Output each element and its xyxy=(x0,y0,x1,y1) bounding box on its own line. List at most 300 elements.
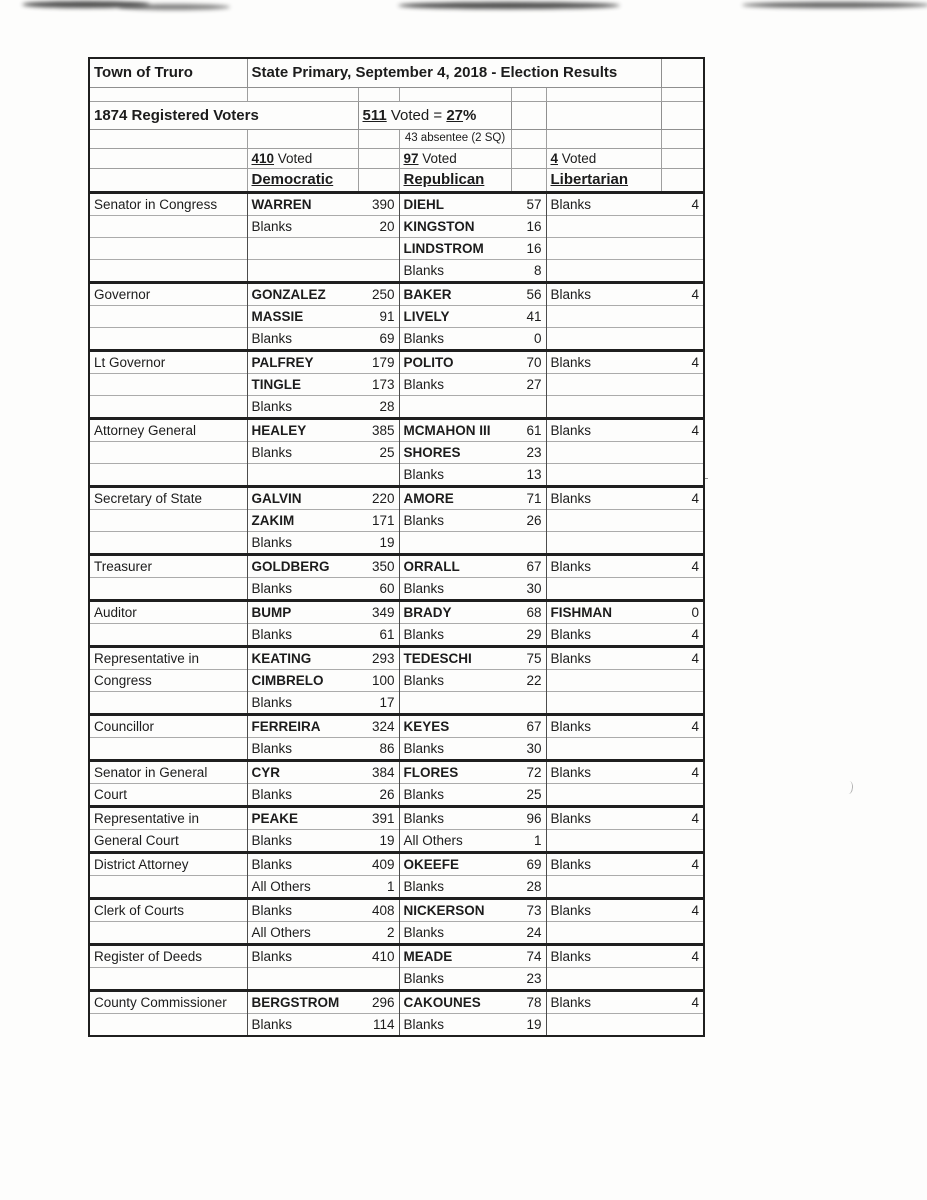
office-cell: Attorney General xyxy=(89,419,247,442)
candidate-name: FERREIRA xyxy=(251,718,321,734)
republican-result-cell xyxy=(399,238,546,260)
office-cell xyxy=(89,396,247,419)
vote-count: 220 xyxy=(371,490,395,506)
republican-result-cell xyxy=(399,306,546,328)
vote-count: 61 xyxy=(379,626,395,642)
percent-sign: % xyxy=(463,106,477,124)
candidate-name: Blanks xyxy=(251,948,293,964)
candidate-name: Blanks xyxy=(550,286,592,302)
party-libertarian: Libertarian xyxy=(546,169,661,193)
vote-count: 22 xyxy=(526,672,542,688)
candidate-name: Blanks xyxy=(550,994,592,1010)
republican-result-cell xyxy=(399,193,546,216)
voted-count: 511 xyxy=(362,106,387,124)
democratic-result-cell xyxy=(247,715,399,738)
town-name: Town of Truro xyxy=(89,58,247,88)
vote-count: 13 xyxy=(526,466,542,482)
republican-result-cell xyxy=(399,922,546,945)
democratic-result-cell xyxy=(247,555,399,578)
vote-count: 19 xyxy=(379,832,395,848)
candidate-name: AMORE xyxy=(403,490,454,506)
result-row xyxy=(89,738,704,761)
result-row xyxy=(89,396,704,419)
candidate-name: NICKERSON xyxy=(403,902,485,918)
office-cell: County Commissioner xyxy=(89,991,247,1014)
office-cell xyxy=(89,464,247,487)
candidate-name: Blanks xyxy=(251,832,293,848)
vote-count: 410 xyxy=(371,948,395,964)
vote-count: 86 xyxy=(379,740,395,756)
candidate-name: GOLDBERG xyxy=(251,558,330,574)
vote-count: 4 xyxy=(691,196,700,212)
candidate-name: Blanks xyxy=(550,422,592,438)
vote-count: 96 xyxy=(526,810,542,826)
candidate-name: Blanks xyxy=(403,878,445,894)
result-row xyxy=(89,216,704,238)
candidate-name: Blanks xyxy=(403,626,445,642)
libertarian-result-cell xyxy=(546,555,704,578)
result-row xyxy=(89,784,704,807)
vote-count: 4 xyxy=(691,422,700,438)
result-row xyxy=(89,1014,704,1037)
republican-result-cell xyxy=(399,374,546,396)
republican-result-cell xyxy=(399,487,546,510)
vote-count: 78 xyxy=(526,994,542,1010)
document-title: State Primary, September 4, 2018 - Election Results xyxy=(247,58,661,88)
vote-count: 67 xyxy=(526,718,542,734)
office-cell: Representative in xyxy=(89,647,247,670)
republican-result-cell xyxy=(399,260,546,283)
vote-count: 4 xyxy=(691,354,700,370)
candidate-name: LINDSTROM xyxy=(403,240,484,256)
office-cell xyxy=(89,442,247,464)
vote-count: 73 xyxy=(526,902,542,918)
vote-count: 173 xyxy=(371,376,395,392)
result-row xyxy=(89,578,704,601)
candidate-name: KINGSTON xyxy=(403,218,475,234)
republican-result-cell xyxy=(399,968,546,991)
result-row xyxy=(89,601,704,624)
vote-count: 20 xyxy=(379,218,395,234)
vote-count: 69 xyxy=(526,856,542,872)
candidate-name: HEALEY xyxy=(251,422,307,438)
vote-count: 61 xyxy=(526,422,542,438)
democratic-result-cell xyxy=(247,351,399,374)
office-cell: Auditor xyxy=(89,601,247,624)
vote-count: 324 xyxy=(371,718,395,734)
democratic-result-cell xyxy=(247,876,399,899)
vote-count: 4 xyxy=(691,558,700,574)
dem-voted: 410 Voted xyxy=(247,149,358,169)
office-cell xyxy=(89,328,247,351)
office-cell: Congress xyxy=(89,670,247,692)
office-cell: Register of Deeds xyxy=(89,945,247,968)
vote-count: 41 xyxy=(526,308,542,324)
republican-result-cell xyxy=(399,351,546,374)
candidate-name: Blanks xyxy=(403,970,445,986)
libertarian-result-cell xyxy=(546,647,704,670)
result-row xyxy=(89,351,704,374)
libertarian-result-cell xyxy=(546,532,704,555)
candidate-name: All Others xyxy=(251,924,311,940)
candidate-name: Blanks xyxy=(403,512,445,528)
candidate-name: MCMAHON III xyxy=(403,422,491,438)
scan-smudge xyxy=(118,4,230,10)
office-cell xyxy=(89,876,247,899)
libertarian-result-cell xyxy=(546,396,704,419)
democratic-result-cell xyxy=(247,601,399,624)
republican-result-cell xyxy=(399,991,546,1014)
vote-count: 28 xyxy=(379,398,395,414)
result-row xyxy=(89,532,704,555)
candidate-name: Blanks xyxy=(251,856,293,872)
democratic-result-cell xyxy=(247,761,399,784)
vote-count: 26 xyxy=(526,512,542,528)
candidate-name: Blanks xyxy=(251,626,293,642)
candidate-name: All Others xyxy=(251,878,311,894)
libertarian-result-cell xyxy=(546,193,704,216)
libertarian-result-cell xyxy=(546,899,704,922)
result-row xyxy=(89,464,704,487)
candidate-name: POLITO xyxy=(403,354,454,370)
democratic-result-cell xyxy=(247,464,399,487)
candidate-name: TEDESCHI xyxy=(403,650,472,666)
candidate-name: GONZALEZ xyxy=(251,286,326,302)
candidate-name: GALVIN xyxy=(251,490,302,506)
democratic-result-cell xyxy=(247,670,399,692)
republican-result-cell xyxy=(399,283,546,306)
libertarian-result-cell xyxy=(546,578,704,601)
candidate-name: Blanks xyxy=(251,1016,293,1032)
democratic-result-cell xyxy=(247,922,399,945)
candidate-name: CIMBRELO xyxy=(251,672,324,688)
result-row xyxy=(89,761,704,784)
candidate-name: BUMP xyxy=(251,604,292,620)
vote-count: 27 xyxy=(526,376,542,392)
libertarian-result-cell xyxy=(546,442,704,464)
democratic-result-cell xyxy=(247,374,399,396)
candidate-name: Blanks xyxy=(550,948,592,964)
libertarian-result-cell xyxy=(546,238,704,260)
democratic-result-cell xyxy=(247,899,399,922)
vote-count: 29 xyxy=(526,626,542,642)
democratic-result-cell xyxy=(247,396,399,419)
vote-count: 4 xyxy=(691,490,700,506)
democratic-result-cell xyxy=(247,419,399,442)
result-row xyxy=(89,442,704,464)
republican-result-cell xyxy=(399,216,546,238)
office-cell: Treasurer xyxy=(89,555,247,578)
vote-count: 390 xyxy=(371,196,395,212)
libertarian-result-cell xyxy=(546,419,704,442)
libertarian-result-cell xyxy=(546,601,704,624)
libertarian-result-cell xyxy=(546,761,704,784)
office-cell: Senator in Congress xyxy=(89,193,247,216)
libertarian-result-cell xyxy=(546,692,704,715)
libertarian-result-cell xyxy=(546,464,704,487)
democratic-result-cell xyxy=(247,807,399,830)
vote-count: 1 xyxy=(386,878,395,894)
candidate-name: KEYES xyxy=(403,718,450,734)
scan-smudge xyxy=(398,2,620,9)
result-row xyxy=(89,945,704,968)
result-row xyxy=(89,899,704,922)
candidate-name: Blanks xyxy=(251,398,293,414)
candidate-name: Blanks xyxy=(251,740,293,756)
candidate-name: CAKOUNES xyxy=(403,994,481,1010)
office-cell: Lt Governor xyxy=(89,351,247,374)
registered-voters: 1874 Registered Voters xyxy=(89,102,358,130)
libertarian-result-cell xyxy=(546,784,704,807)
vote-count: 74 xyxy=(526,948,542,964)
vote-count: 4 xyxy=(691,810,700,826)
democratic-result-cell xyxy=(247,283,399,306)
candidate-name: Blanks xyxy=(550,558,592,574)
turnout-row xyxy=(89,102,704,130)
candidate-name: All Others xyxy=(403,832,463,848)
republican-result-cell xyxy=(399,876,546,899)
candidate-name: Blanks xyxy=(403,786,445,802)
office-cell xyxy=(89,692,247,715)
libertarian-result-cell xyxy=(546,807,704,830)
candidate-name: Blanks xyxy=(403,672,445,688)
candidate-name: Blanks xyxy=(550,718,592,734)
candidate-name: Blanks xyxy=(550,354,592,370)
vote-count: 179 xyxy=(371,354,395,370)
republican-result-cell xyxy=(399,464,546,487)
office-cell: Secretary of State xyxy=(89,487,247,510)
vote-count: 19 xyxy=(526,1016,542,1032)
candidate-name: ZAKIM xyxy=(251,512,295,528)
democratic-result-cell xyxy=(247,578,399,601)
result-row xyxy=(89,419,704,442)
republican-result-cell xyxy=(399,601,546,624)
result-row xyxy=(89,876,704,899)
result-row xyxy=(89,283,704,306)
republican-result-cell xyxy=(399,419,546,442)
candidate-name: Blanks xyxy=(251,330,293,346)
vote-count: 28 xyxy=(526,878,542,894)
libertarian-result-cell xyxy=(546,1014,704,1037)
candidate-name: DIEHL xyxy=(403,196,444,212)
vote-count: 69 xyxy=(379,330,395,346)
vote-count: 4 xyxy=(691,650,700,666)
candidate-name: Blanks xyxy=(403,1016,445,1032)
vote-count: 24 xyxy=(526,924,542,940)
vote-count: 67 xyxy=(526,558,542,574)
office-cell xyxy=(89,922,247,945)
libertarian-result-cell xyxy=(546,283,704,306)
office-cell: Clerk of Courts xyxy=(89,899,247,922)
result-row xyxy=(89,260,704,283)
republican-result-cell xyxy=(399,532,546,555)
vote-count: 4 xyxy=(691,626,700,642)
candidate-name: Blanks xyxy=(550,902,592,918)
candidate-name: Blanks xyxy=(403,740,445,756)
democratic-result-cell xyxy=(247,853,399,876)
candidate-name: Blanks xyxy=(550,856,592,872)
republican-result-cell xyxy=(399,328,546,351)
candidate-name: Blanks xyxy=(251,218,293,234)
candidate-name: Blanks xyxy=(251,534,293,550)
pencil-mark-artifact xyxy=(844,781,854,795)
empty-cell xyxy=(661,58,704,88)
libertarian-result-cell xyxy=(546,487,704,510)
vote-count: 391 xyxy=(371,810,395,826)
vote-count: 17 xyxy=(379,694,395,710)
turnout-label: Voted = xyxy=(386,106,447,124)
candidate-name: CYR xyxy=(251,764,281,780)
candidate-name: LIVELY xyxy=(403,308,450,324)
vote-count: 250 xyxy=(371,286,395,302)
office-cell: General Court xyxy=(89,830,247,853)
vote-count: 71 xyxy=(526,490,542,506)
result-row xyxy=(89,510,704,532)
result-row xyxy=(89,853,704,876)
vote-count: 114 xyxy=(372,1016,395,1032)
candidate-name: FISHMAN xyxy=(550,604,612,620)
vote-count: 19 xyxy=(379,534,395,550)
party-voted-row xyxy=(89,149,704,169)
office-cell xyxy=(89,968,247,991)
libertarian-result-cell xyxy=(546,216,704,238)
candidate-name: MASSIE xyxy=(251,308,304,324)
libertarian-result-cell xyxy=(546,715,704,738)
republican-result-cell xyxy=(399,670,546,692)
candidate-name: Blanks xyxy=(550,490,592,506)
libertarian-result-cell xyxy=(546,624,704,647)
result-row xyxy=(89,830,704,853)
candidate-name: Blanks xyxy=(403,466,445,482)
vote-count: 60 xyxy=(379,580,395,596)
vote-count: 1 xyxy=(533,832,542,848)
republican-result-cell xyxy=(399,578,546,601)
republican-result-cell xyxy=(399,396,546,419)
vote-count: 30 xyxy=(526,580,542,596)
republican-result-cell xyxy=(399,692,546,715)
libertarian-result-cell xyxy=(546,853,704,876)
office-cell: Representative in xyxy=(89,807,247,830)
candidate-name: Blanks xyxy=(550,196,592,212)
election-results-table xyxy=(88,57,705,1037)
office-cell xyxy=(89,238,247,260)
title-row xyxy=(89,58,704,88)
result-row xyxy=(89,922,704,945)
republican-result-cell xyxy=(399,738,546,761)
turnout-percent: 27 xyxy=(446,106,464,124)
candidate-name: Blanks xyxy=(403,810,445,826)
vote-count: 23 xyxy=(526,970,542,986)
democratic-result-cell xyxy=(247,784,399,807)
result-row xyxy=(89,670,704,692)
candidate-name: PALFREY xyxy=(251,354,314,370)
democratic-result-cell xyxy=(247,193,399,216)
office-cell xyxy=(89,738,247,761)
candidate-name: BAKER xyxy=(403,286,452,302)
rep-voted: 97 Voted xyxy=(399,149,511,169)
office-cell: District Attorney xyxy=(89,853,247,876)
vote-count: 8 xyxy=(533,262,542,278)
libertarian-result-cell xyxy=(546,306,704,328)
republican-result-cell xyxy=(399,1014,546,1037)
libertarian-result-cell xyxy=(546,968,704,991)
candidate-name: KEATING xyxy=(251,650,312,666)
candidate-name: Blanks xyxy=(550,764,592,780)
libertarian-result-cell xyxy=(546,351,704,374)
candidate-name: ORRALL xyxy=(403,558,460,574)
vote-count: 16 xyxy=(526,218,542,234)
vote-count: 56 xyxy=(526,286,542,302)
spacer-row xyxy=(89,88,704,102)
democratic-result-cell xyxy=(247,260,399,283)
result-row xyxy=(89,238,704,260)
vote-count: 349 xyxy=(371,604,395,620)
democratic-result-cell xyxy=(247,306,399,328)
republican-result-cell xyxy=(399,784,546,807)
vote-count: 91 xyxy=(379,308,395,324)
candidate-name: Blanks xyxy=(403,580,445,596)
result-row xyxy=(89,487,704,510)
result-row xyxy=(89,624,704,647)
democratic-result-cell xyxy=(247,945,399,968)
democratic-result-cell xyxy=(247,442,399,464)
candidate-name: Blanks xyxy=(550,810,592,826)
vote-count: 26 xyxy=(379,786,395,802)
lib-voted: 4 Voted xyxy=(546,149,661,169)
republican-result-cell xyxy=(399,899,546,922)
democratic-result-cell xyxy=(247,738,399,761)
candidate-name: Blanks xyxy=(550,626,592,642)
libertarian-result-cell xyxy=(546,945,704,968)
republican-result-cell xyxy=(399,945,546,968)
office-cell xyxy=(89,578,247,601)
vote-count: 4 xyxy=(691,286,700,302)
republican-result-cell xyxy=(399,510,546,532)
result-row xyxy=(89,647,704,670)
vote-count: 16 xyxy=(526,240,542,256)
vote-count: 296 xyxy=(371,994,395,1010)
democratic-result-cell xyxy=(247,830,399,853)
vote-count: 72 xyxy=(526,764,542,780)
libertarian-result-cell xyxy=(546,830,704,853)
turnout-summary xyxy=(358,102,511,130)
office-cell xyxy=(89,306,247,328)
result-row xyxy=(89,968,704,991)
result-row xyxy=(89,306,704,328)
libertarian-result-cell xyxy=(546,328,704,351)
democratic-result-cell xyxy=(247,968,399,991)
candidate-name: Blanks xyxy=(251,444,293,460)
republican-result-cell xyxy=(399,624,546,647)
libertarian-result-cell xyxy=(546,738,704,761)
office-cell: Senator in General xyxy=(89,761,247,784)
candidate-name: TINGLE xyxy=(251,376,301,392)
office-cell xyxy=(89,510,247,532)
democratic-result-cell xyxy=(247,510,399,532)
libertarian-result-cell xyxy=(546,374,704,396)
republican-result-cell xyxy=(399,853,546,876)
candidate-name: Blanks xyxy=(251,786,293,802)
democratic-result-cell xyxy=(247,216,399,238)
vote-count: 408 xyxy=(371,902,395,918)
vote-count: 4 xyxy=(691,948,700,964)
vote-count: 57 xyxy=(526,196,542,212)
result-row xyxy=(89,715,704,738)
vote-count: 4 xyxy=(691,902,700,918)
democratic-result-cell xyxy=(247,647,399,670)
result-row xyxy=(89,328,704,351)
republican-result-cell xyxy=(399,807,546,830)
